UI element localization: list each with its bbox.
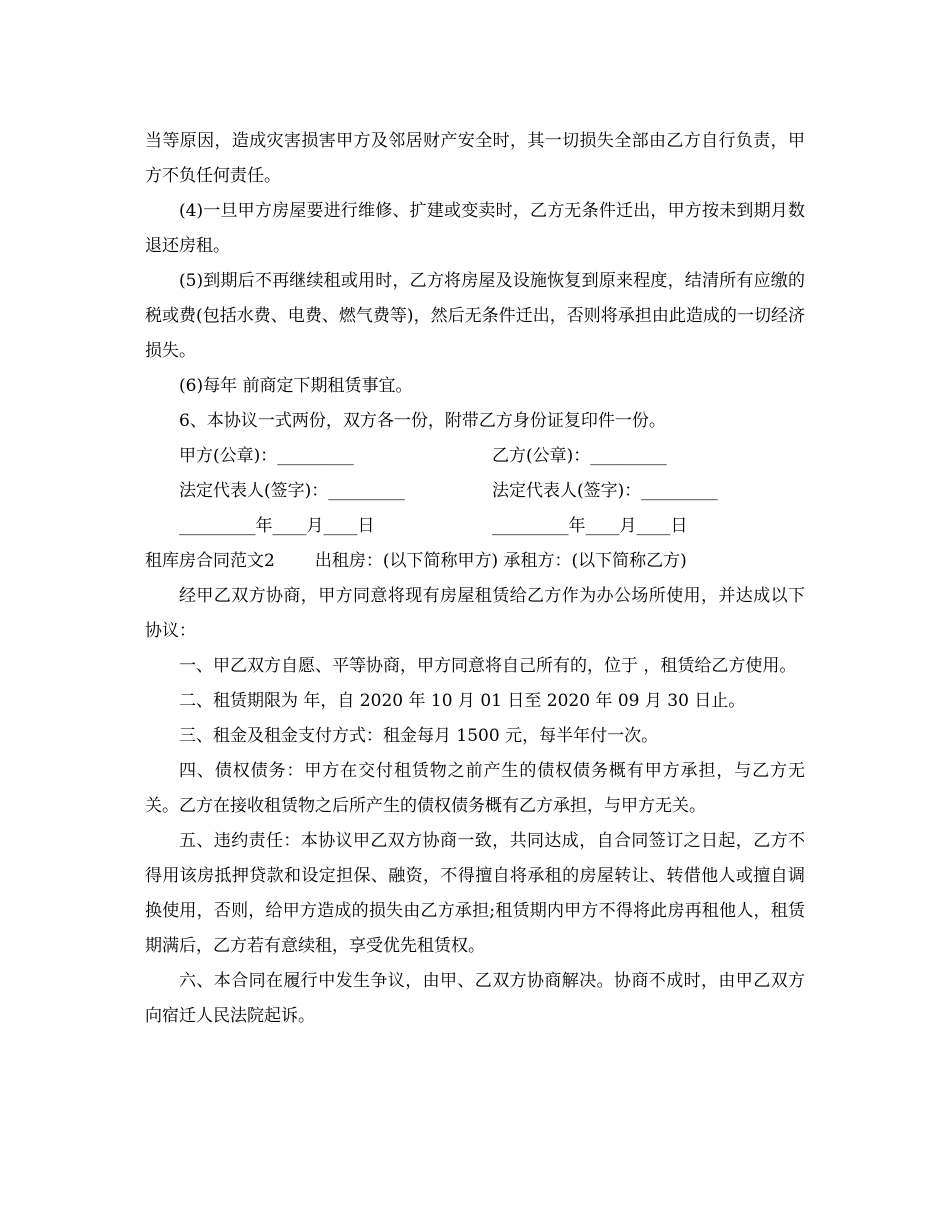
party-b-seal-line: 乙方(公章)：_________ (492, 446, 667, 466)
article-6: 6、本协议一式两份，双方各一份，附带乙方身份证复印件一份。 (179, 411, 666, 431)
party-b-date-line: _________年____月____日 (492, 516, 688, 536)
article-five: 五、违约责任：本协议甲乙双方协商一致，共同达成，自合同签订之日起，乙方不得用该房抵押贷款和设定担保、融资，不得擅自将承租的房屋转让、转借他人或擅自调换使用，否则，给甲方造成的损失由乙方承担;租赁期内甲方不得将此房再租他人，租赁期满后，乙方若有意续租，享受优先租赁权。 (145, 831, 805, 956)
signature-row-date (145, 509, 805, 544)
section-2-heading (145, 544, 805, 579)
article-four: 四、债权债务：甲方在交付租赁物之前产生的债权债务概有甲方承担，与乙方无关。乙方在接收租赁物之后所产生的债权债务概有乙方承担，与甲方无关。 (145, 761, 805, 816)
signature-row-representative (145, 474, 805, 509)
article-two: 二、租赁期限为 年，自 2020 年 10 月 01 日至 2020 年 09 月 30 日止。 (179, 691, 746, 711)
party-a-seal-line: 甲方(公章)：_________ (179, 446, 354, 466)
party-a-representative-line: 法定代表人(签字)：_________ (179, 481, 405, 501)
party-b-representative-line: 法定代表人(签字)：_________ (492, 481, 718, 501)
signature-row-seal (145, 439, 805, 474)
paragraph-continuation: 当等原因，造成灾害损害甲方及邻居财产安全时，其一切损失全部由乙方自行负责，甲方不负任何责任。 (145, 131, 805, 186)
clause-5: (5)到期后不再继续租或用时，乙方将房屋及设施恢复到原来程度，结清所有应缴的税或费(包括水费、电费、燃气费等)，然后无条件迁出，否则将承担由此造成的一切经济损失。 (145, 271, 805, 361)
section-2-parties: 出租房：(以下简称甲方) 承租方：(以下简称乙方) (314, 551, 687, 571)
agreement-intro: 经甲乙双方协商，甲方同意将现有房屋租赁给乙方作为办公场所使用，并达成以下协议： (145, 586, 805, 641)
clause-4: (4)一旦甲方房屋要进行维修、扩建或变卖时，乙方无条件迁出，甲方按未到期月数退还房租。 (145, 201, 805, 256)
document-body (145, 124, 805, 1034)
clause-6: (6)每年 前商定下期租赁事宜。 (179, 376, 413, 396)
article-one: 一、甲乙双方自愿、平等协商，甲方同意将自己所有的，位于 ，租赁给乙方使用。 (179, 656, 797, 676)
section-2-title: 租库房合同范文2 (145, 551, 275, 571)
party-a-date-line: _________年____月____日 (179, 516, 375, 536)
article-six: 六、本合同在履行中发生争议，由甲、乙双方协商解决。协商不成时，由甲乙双方向宿迁人民法院起诉。 (145, 971, 805, 1026)
article-three: 三、租金及租金支付方式：租金每月 1500 元，每半年付一次。 (179, 726, 659, 746)
